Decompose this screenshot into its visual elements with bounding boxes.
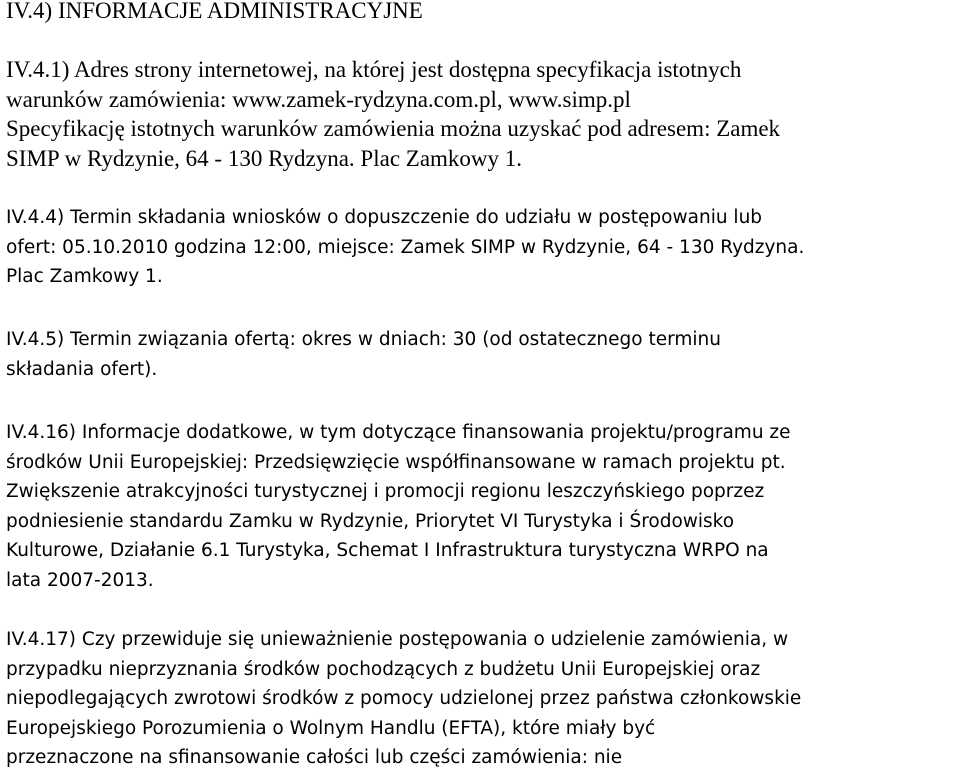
- text-line: IV.4.4) Termin składania wniosków o dopuszczenie do udziału w postępowaniu lub: [6, 207, 763, 228]
- section-iv-4-4: [6, 203, 958, 292]
- text-line: IV.4.5) Termin związania ofertą: okres w dniach: 30 (od ostatecznego terminu: [6, 329, 722, 350]
- text-line: Specyfikację istotnych warunków zamówienia można uzyskać pod adresem: Zamek: [6, 116, 781, 141]
- text-line: Plac Zamkowy 1.: [6, 266, 163, 287]
- text-line: niepodlegających zwrotowi środków z pomocy udzielonej przez państwa członkowskie: [6, 688, 802, 709]
- text-line: IV.4.17) Czy przewiduje się unieważnienie postępowania o udzielenie zamówienia, w: [6, 629, 789, 650]
- text-line: środków Unii Europejskiej: Przedsięwzięcie współfinansowane w ramach projektu pt.: [6, 451, 786, 473]
- text-line: warunków zamówienia: www.zamek-rydzyna.com.pl, www.simp.pl: [6, 86, 631, 112]
- section-iv-4-5: [6, 325, 958, 384]
- section-heading: IV.4) INFORMACJE ADMINISTRACYJNE: [6, 0, 423, 23]
- section-iv-4-16: [6, 418, 958, 595]
- text-line: przypadku nieprzyznania środków pochodzących z budżetu Unii Europejskiej oraz: [6, 658, 761, 680]
- text-line: podniesienie standardu Zamku w Rydzynie, Priorytet VI Turystyka i Środowisko: [6, 510, 735, 532]
- text-line: Zwiększenie atrakcyjności turystycznej i promocji regionu leszczyńskiego poprzez: [6, 481, 765, 502]
- text-line: ofert: 05.10.2010 godzina 12:00, miejsce: Zamek SIMP w Rydzynie, 64 - 130 Rydzyna.: [6, 236, 805, 258]
- text-line: IV.4.16) Informacje dodatkowe, w tym dotyczące finansowania projektu/programu ze: [6, 422, 791, 443]
- section-iv-4-1: [6, 55, 956, 173]
- text-line: IV.4.1) Adres strony internetowej, na której jest dostępna specyfikacja istotnych: [6, 57, 742, 82]
- text-line: Europejskiego Porozumienia o Wolnym Handlu (EFTA), które miały być: [6, 717, 656, 739]
- text-line: Kulturowe, Działanie 6.1 Turystyka, Schemat I Infrastruktura turystyczna WRPO na: [6, 540, 769, 561]
- text-line: przeznaczone na sfinansowanie całości lub części zamówienia: nie: [6, 747, 623, 768]
- text-line: lata 2007-2013.: [6, 569, 154, 591]
- text-line: SIMP w Rydzynie, 64 - 130 Rydzyna. Plac Zamkowy 1.: [6, 145, 523, 171]
- text-line: składania ofert).: [6, 358, 158, 380]
- section-iv-4-17: [6, 625, 958, 773]
